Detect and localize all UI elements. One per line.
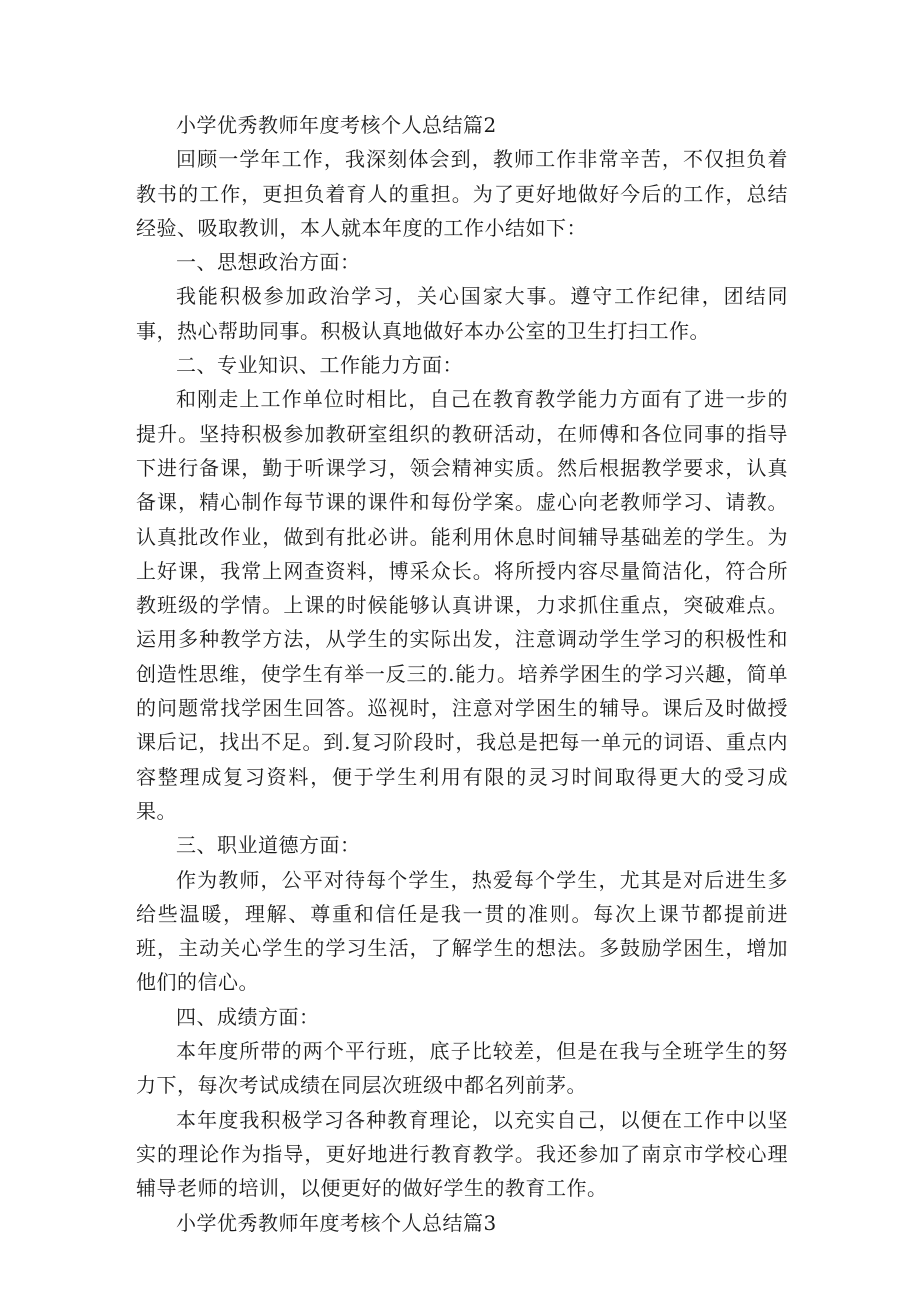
heading-results: 四、成绩方面：	[176, 1004, 320, 1029]
paragraph-intro: 回顾一学年工作，我深刻体会到，教师工作非常辛苦，不仅担负着教书的工作，更担负着育人的重担。为了更好地做好今后的工作，总结经验、吸取教训，本人就本年度的工作小结如下：	[136, 147, 788, 240]
heading-ethics: 三、职业道德方面：	[176, 833, 361, 858]
paragraph-ethics: 作为教师，公平对待每个学生，热爱每个学生，尤其是对后进生多给些温暖，理解、尊重和信任是我一贯的准则。每次上课节都提前进班，主动关心学生的学习生活，了解学生的想法。多鼓励学困生，增加他们的信心。	[136, 867, 788, 995]
heading-professional: 二、专业知识、工作能力方面：	[176, 353, 463, 378]
paragraph-results: 本年度所带的两个平行班，底子比较差，但是在我与全班学生的努力下，每次考试成绩在同层次班级中都名列前茅。	[136, 1039, 788, 1098]
heading-political: 一、思想政治方面：	[176, 250, 361, 275]
section-title: 小学优秀教师年度考核个人总结篇2	[176, 113, 497, 137]
paragraph-professional: 和刚走上工作单位时相比，自己在教育教学能力方面有了进一步的提升。坚持积极参加教研室组织的教研活动，在师傅和各位同事的指导下进行备课，勤于听课学习，领会精神实质。然后根据教学要求，认真备课，精心制作每节课的课件和每份学案。虚心向老教师学习、请教。认真批改作业，做到有批必讲。能利用休息时间辅导基础差的学生。为上好课，我常上网查资料，博采众长。将所授内容尽量简洁化，符合所教班级的学情。上课的时候能够认真讲课，力求抓住重点，突破难点。运用多种教学方法，从学生的实际出发，注意调动学生学习的积极性和创造性思维，使学生有举一反三的.能力。培养学困生的学习兴趣，简单的问题常找学困生回答。巡视时，注意对学困生的辅导。课后及时做授课后记，找出不足。到.复习阶段时，我总是把每一单元的词语、重点内容整理成复习资料，便于学生利用有限的灵习时间取得更大的受习成果。	[136, 387, 788, 823]
paragraph-study: 本年度我积极学习各种教育理论，以充实自己，以便在工作中以坚实的理论作为指导，更好地进行教育教学。我还参加了南京市学校心理辅导老师的培训，以便更好的做好学生的教育工作。	[136, 1107, 788, 1201]
next-section-title: 小学优秀教师年度考核个人总结篇3	[176, 1210, 497, 1235]
document-body	[136, 108, 788, 1240]
paragraph-political: 我能积极参加政治学习，关心国家大事。遵守工作纪律，团结同事，热心帮助同事。积极认真地做好本办公室的卫生打扫工作。	[136, 284, 788, 343]
